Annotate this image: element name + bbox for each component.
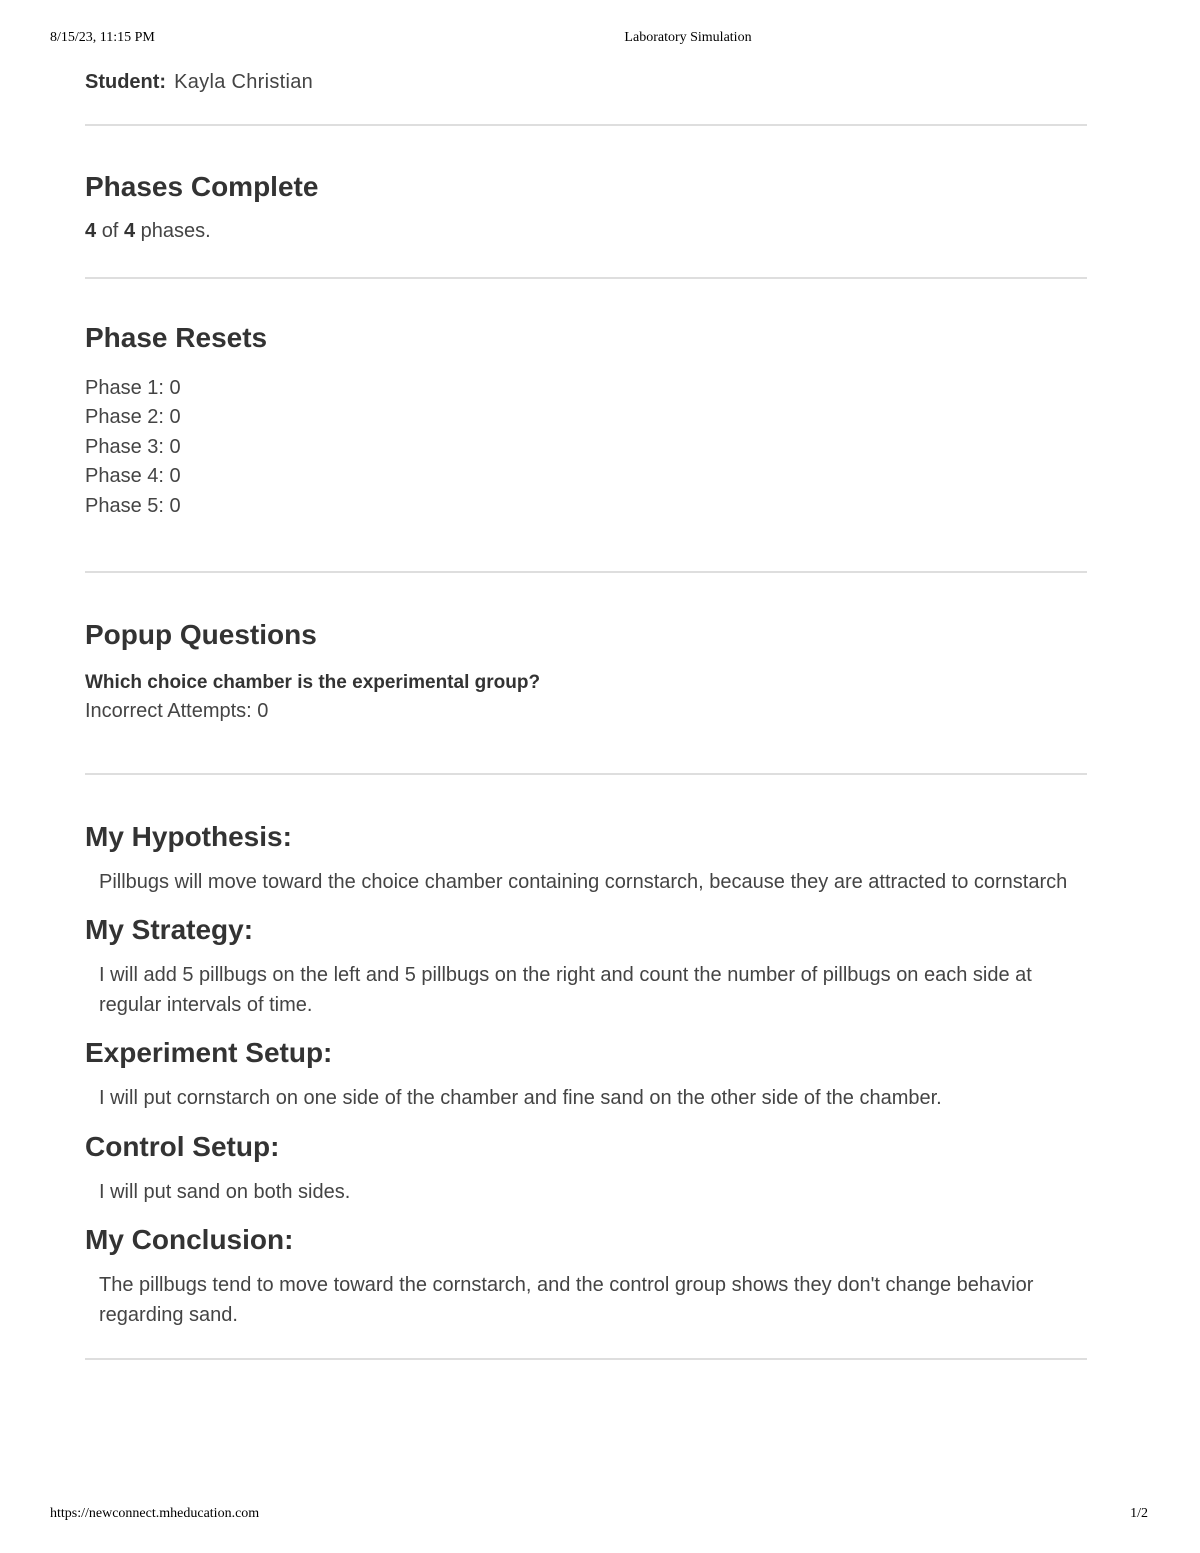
hypothesis-section	[85, 820, 1087, 898]
divider	[85, 571, 1087, 573]
phases-complete-title: Phases Complete	[85, 171, 319, 202]
conclusion-section	[85, 1223, 1087, 1330]
hypothesis-title: My Hypothesis:	[85, 820, 292, 852]
print-page-title: Laboratory Simulation	[624, 30, 752, 45]
print-url: https://newconnect.mheducation.com	[50, 1506, 260, 1521]
control-setup-title: Control Setup:	[85, 1130, 280, 1162]
student-label: Student:	[85, 71, 167, 93]
control-setup-text: I will put sand on both sides.	[99, 1180, 351, 1203]
phase-reset-item: Phase 4: 0	[85, 465, 181, 487]
student-name: Kayla Christian	[174, 71, 314, 93]
phase-reset-item: Phase 3: 0	[85, 435, 181, 458]
student-line	[85, 68, 1087, 96]
popup-questions-title: Popup Questions	[85, 619, 317, 650]
print-footer	[0, 1506, 1200, 1526]
print-header	[0, 30, 1200, 50]
print-page-number: 1/2	[1130, 1506, 1148, 1521]
divider	[85, 124, 1087, 126]
divider	[85, 277, 1087, 279]
phase-reset-item: Phase 5: 0	[85, 494, 181, 517]
divider	[85, 773, 1087, 775]
print-datetime: 8/15/23, 11:15 PM	[50, 30, 155, 45]
strategy-title: My Strategy:	[85, 914, 254, 945]
control-setup-section	[85, 1130, 1087, 1208]
report-content	[85, 68, 1087, 1360]
phases-of-word: of	[101, 220, 119, 242]
phase-reset-item: Phase 1: 0	[85, 376, 181, 399]
conclusion-text: The pillbugs tend to move toward the cornstarch, and the control group shows they don't change behavior regarding sand.	[99, 1274, 1034, 1326]
phase-resets-title: Phase Resets	[85, 321, 268, 353]
phase-reset-item: Phase 2: 0	[85, 406, 181, 428]
phase-resets-section	[85, 321, 1087, 522]
strategy-section	[85, 913, 1087, 1020]
hypothesis-text: Pillbugs will move toward the choice chamber containing cornstarch, because they are attracted to cornstarch	[99, 870, 1068, 893]
phases-suffix: phases.	[140, 220, 211, 242]
conclusion-title: My Conclusion:	[85, 1224, 294, 1255]
phase-resets-list	[85, 374, 1087, 522]
phases-done-count: 4	[85, 220, 97, 242]
experiment-setup-text: I will put cornstarch on one side of the chamber and fine sand on the other side of the chamber.	[99, 1087, 942, 1109]
popup-incorrect-attempts: Incorrect Attempts: 0	[85, 700, 269, 722]
divider	[85, 1358, 1087, 1360]
popup-question-text: Which choice chamber is the experimental group?	[85, 672, 541, 693]
experiment-setup-section	[85, 1036, 1087, 1114]
phases-total-count: 4	[123, 220, 136, 242]
phases-complete-section	[85, 170, 1087, 247]
phases-complete-value	[85, 217, 1087, 247]
experiment-setup-title: Experiment Setup:	[85, 1037, 333, 1068]
popup-questions-section	[85, 618, 1087, 727]
strategy-text: I will add 5 pillbugs on the left and 5 pillbugs on the right and count the number of pillbugs on each side at regular intervals of time.	[99, 964, 1032, 1016]
